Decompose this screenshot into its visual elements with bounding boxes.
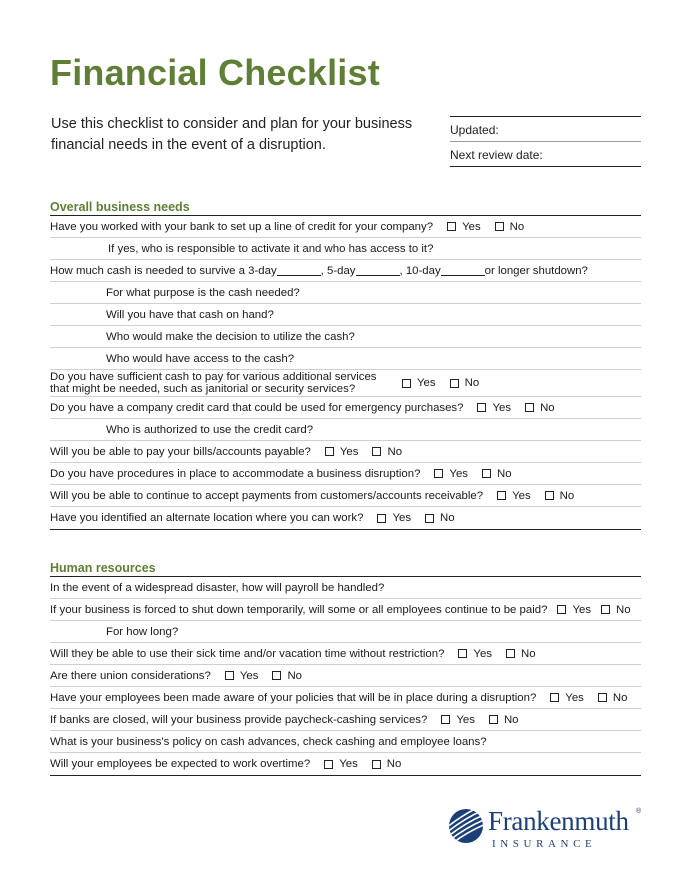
question: If yes, who is responsible to activate it and who has access to it? [108, 242, 434, 255]
yes-option[interactable]: Yes [458, 648, 492, 660]
question: If your business is forced to shut down temporarily, will some or all employees continue to be paid? [50, 603, 548, 616]
checkbox-icon[interactable] [324, 760, 333, 769]
intro-text: Use this checklist to consider and plan for your business financial needs in the event of a disruption. [51, 116, 413, 153]
page-title: Financial Checklist [50, 52, 380, 93]
no-option[interactable]: No [372, 758, 402, 770]
checkbox-icon[interactable] [272, 671, 281, 680]
checkbox-icon[interactable] [441, 715, 450, 724]
checklist-row [50, 348, 641, 370]
checklist-row [50, 687, 641, 709]
logo-subtitle: INSURANCE [492, 838, 597, 850]
checklist-row [50, 370, 641, 397]
updated-field[interactable]: Updated: [450, 117, 641, 142]
checkbox-icon[interactable] [601, 605, 610, 614]
question: Will you have that cash on hand? [106, 308, 274, 321]
yes-option[interactable]: Yes [550, 692, 584, 704]
next-review-field[interactable]: Next review date: [450, 142, 641, 167]
yes-option[interactable]: Yes [377, 512, 411, 524]
checklist-row [50, 238, 641, 260]
checklist-row [50, 485, 641, 507]
frankenmuth-logo [448, 806, 642, 854]
question: Who is authorized to use the credit card? [106, 423, 314, 436]
question: For how long? [106, 625, 179, 638]
no-option[interactable]: No [482, 468, 512, 480]
section-title: Human resources [50, 561, 156, 575]
checkbox-icon[interactable] [447, 222, 456, 231]
question: Who would make the decision to utilize the cash? [106, 330, 355, 343]
review-dates [450, 116, 641, 167]
checkbox-icon[interactable] [545, 491, 554, 500]
checkbox-icon[interactable] [525, 403, 534, 412]
checklist-row [50, 577, 641, 599]
no-option[interactable]: No [450, 377, 480, 389]
checkbox-icon[interactable] [598, 693, 607, 702]
no-option[interactable]: No [495, 221, 525, 233]
no-option[interactable]: No [525, 402, 555, 414]
no-option[interactable]: No [545, 490, 575, 502]
checklist-row [50, 599, 641, 621]
yes-option[interactable]: Yes [324, 758, 358, 770]
blank-line[interactable] [356, 266, 400, 276]
question: Will they be able to use their sick time and/or vacation time without restriction? [50, 647, 445, 660]
checkbox-icon[interactable] [425, 514, 434, 523]
checkbox-icon[interactable] [550, 693, 559, 702]
no-option[interactable]: No [598, 692, 628, 704]
question: Will your employees be expected to work overtime? [50, 758, 311, 770]
question: If banks are closed, will your business provide paycheck-cashing services? [50, 713, 428, 726]
question: Do you have procedures in place to accommodate a business disruption? [50, 467, 421, 480]
blank-line[interactable] [441, 266, 485, 276]
section-title: Overall business needs [50, 200, 190, 214]
checklist-row [50, 643, 641, 665]
checkbox-icon[interactable] [402, 379, 411, 388]
globe-icon [448, 808, 484, 844]
section-human-resources [50, 560, 641, 776]
checklist-row [50, 441, 641, 463]
checkbox-icon[interactable] [482, 469, 491, 478]
question: What is your business's policy on cash advances, check cashing and employee loans? [50, 735, 487, 748]
checkbox-icon[interactable] [325, 447, 334, 456]
checkbox-icon[interactable] [477, 403, 486, 412]
question: Have you worked with your bank to set up a line of credit for your company? [50, 220, 434, 233]
question: Do you have a company credit card that could be used for emergency purchases? [50, 401, 464, 414]
yes-option[interactable]: Yes [325, 446, 359, 458]
no-option[interactable]: No [601, 604, 631, 616]
checklist-row [50, 665, 641, 687]
checklist-row [50, 326, 641, 348]
registered-mark: ® [636, 808, 642, 815]
no-option[interactable]: No [489, 714, 519, 726]
checklist-row [50, 753, 641, 775]
checklist-row [50, 282, 641, 304]
question: Who would have access to the cash? [106, 352, 295, 365]
checklist-row [50, 216, 641, 238]
checklist-row [50, 709, 641, 731]
yes-option[interactable]: Yes [434, 468, 468, 480]
checkbox-icon[interactable] [450, 379, 459, 388]
checklist-row [50, 463, 641, 485]
checklist-row [50, 507, 641, 529]
question: Will you be able to pay your bills/accounts payable? [50, 445, 311, 458]
checklist-row [50, 419, 641, 441]
question: Have your employees been made aware of your policies that will be in place during a disruption? [50, 691, 537, 704]
yes-option[interactable]: Yes [497, 490, 531, 502]
checkbox-icon[interactable] [506, 649, 515, 658]
no-option[interactable]: No [506, 648, 536, 660]
question: Are there union considerations? [50, 669, 211, 682]
no-option[interactable]: No [372, 446, 402, 458]
checklist-row [50, 731, 641, 753]
question: Have you identified an alternate location where you can work? [50, 512, 364, 524]
no-option[interactable]: No [425, 512, 455, 524]
checkbox-icon[interactable] [495, 222, 504, 231]
yes-option[interactable]: Yes [477, 402, 511, 414]
blank-line[interactable] [277, 266, 321, 276]
question: For what purpose is the cash needed? [106, 286, 300, 299]
checkbox-icon[interactable] [372, 447, 381, 456]
yes-option[interactable]: Yes [441, 714, 475, 726]
checkbox-icon[interactable] [458, 649, 467, 658]
checkbox-icon[interactable] [225, 671, 234, 680]
checkbox-icon[interactable] [489, 715, 498, 724]
yes-option[interactable]: Yes [447, 221, 481, 233]
checklist-row [50, 304, 641, 326]
checklist-row: How much cash is needed to survive a 3-day , 5-day , 10-day or longer shutdown? [50, 260, 641, 282]
checkbox-icon[interactable] [434, 469, 443, 478]
checklist-row [50, 621, 641, 643]
question: Do you have sufficient cash to pay for various additional services that might be needed, such as janitorial or security services? [50, 370, 377, 395]
logo-wordmark: Frankenmuth [488, 806, 629, 836]
yes-option[interactable]: Yes [402, 377, 436, 389]
section-overall [50, 199, 641, 530]
question: Will you be able to continue to accept payments from customers/accounts receivable? [50, 489, 484, 502]
yes-option[interactable]: Yes [557, 604, 591, 616]
checkbox-icon[interactable] [372, 760, 381, 769]
no-option[interactable]: No [272, 670, 302, 682]
question: In the event of a widespread disaster, how will payroll be handled? [50, 581, 385, 594]
checkbox-icon[interactable] [377, 514, 386, 523]
checkbox-icon[interactable] [497, 491, 506, 500]
checklist-row [50, 397, 641, 419]
checkbox-icon[interactable] [557, 605, 566, 614]
yes-option[interactable]: Yes [225, 670, 259, 682]
